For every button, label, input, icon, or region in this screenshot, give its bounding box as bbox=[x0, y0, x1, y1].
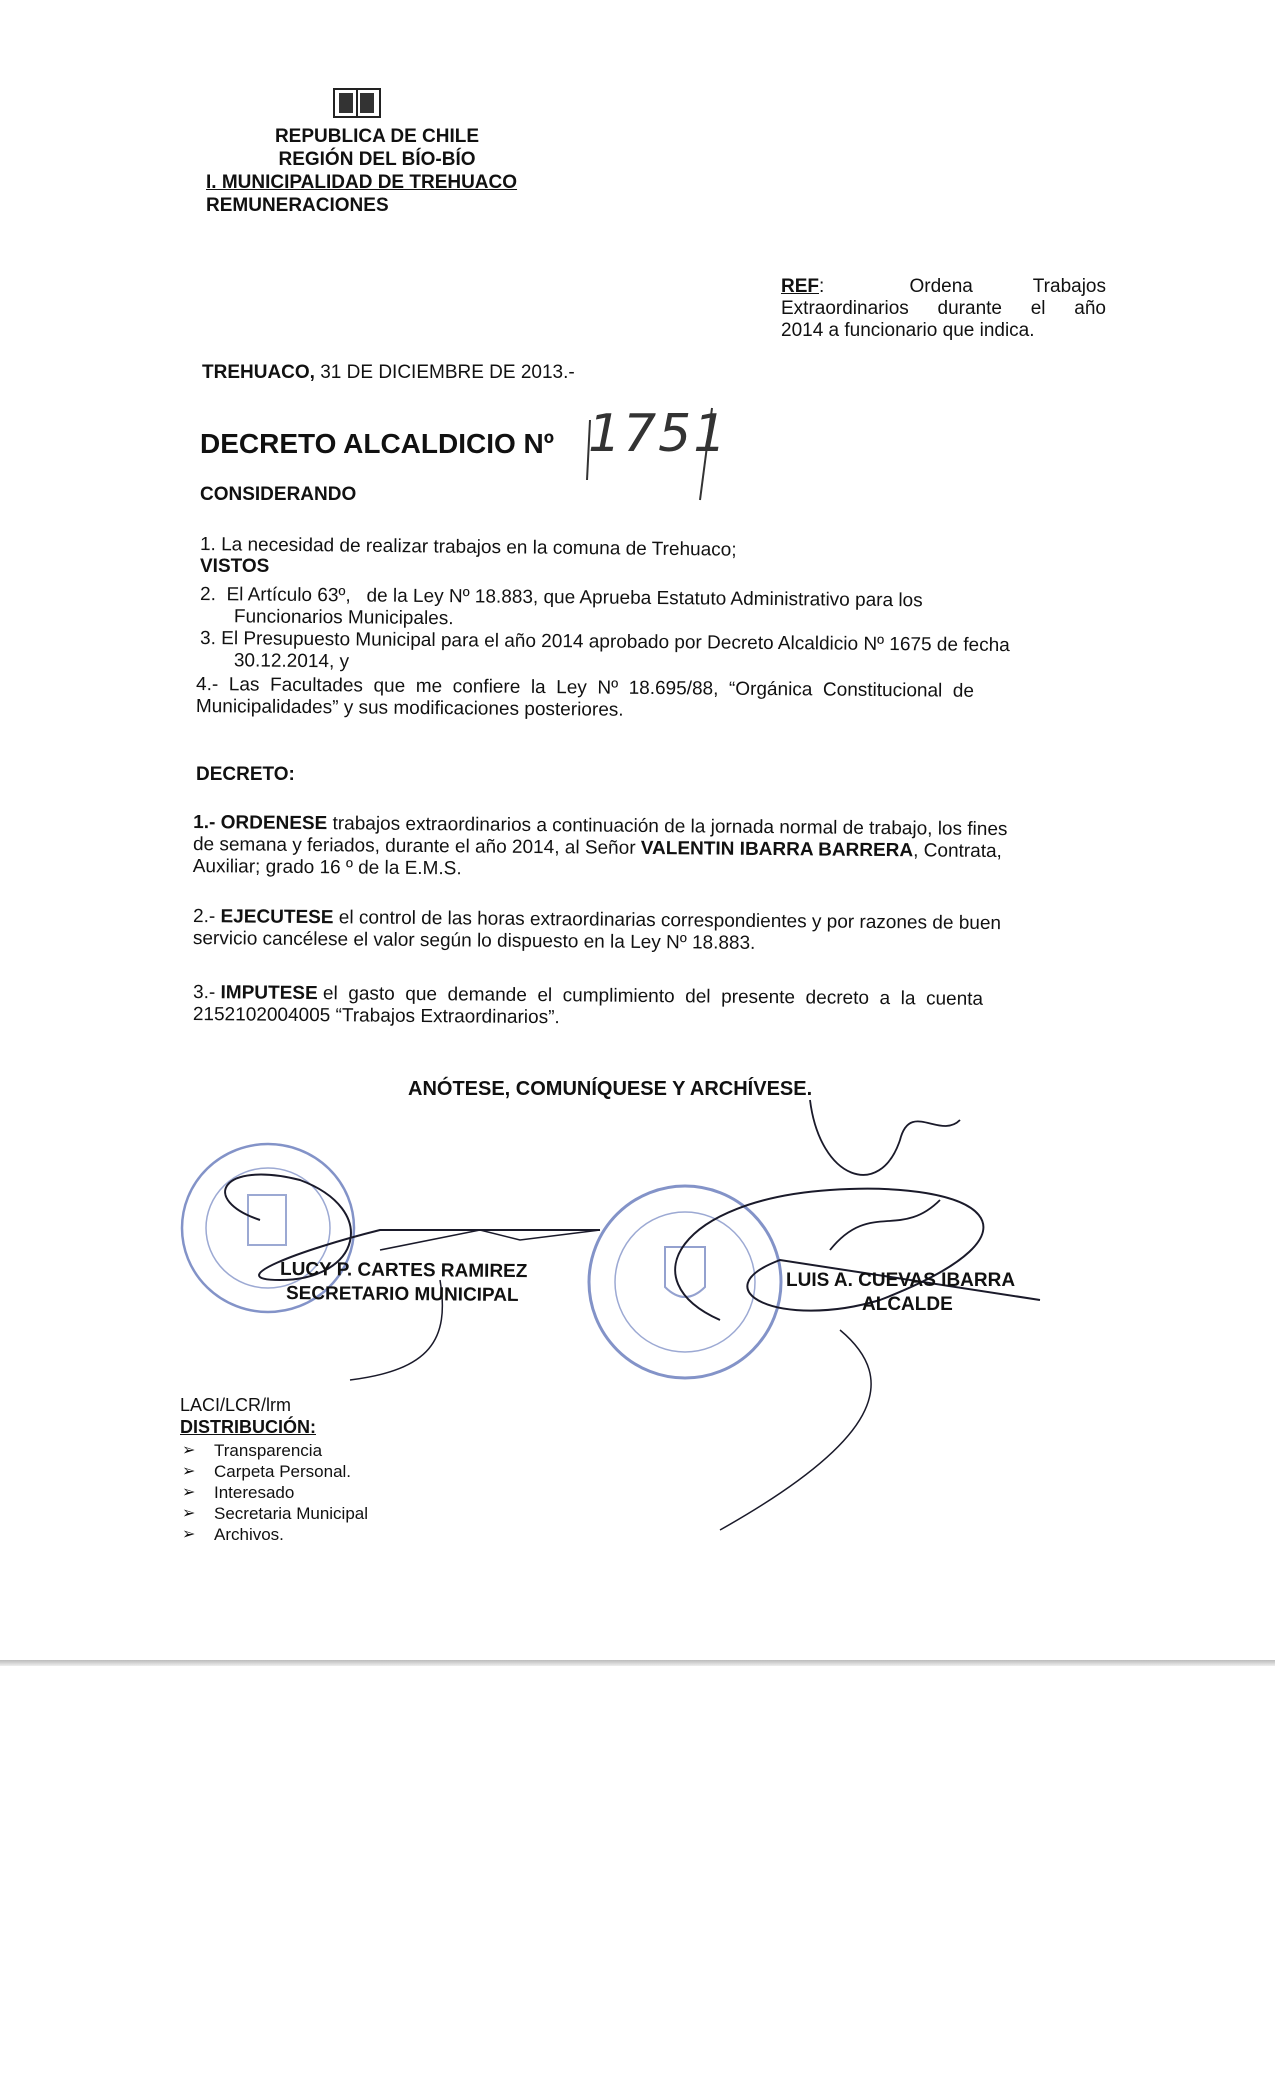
bullet-arrow-icon: ➢ bbox=[182, 1526, 196, 1543]
list-item: ➢ Transparencia bbox=[182, 1441, 323, 1460]
ref-label: REF bbox=[781, 276, 819, 297]
vistos-item-4-line1: 4.- Las Facultades que me confiere la Ley Nº 18.695/88, “Orgánica Constitucional de bbox=[196, 674, 975, 702]
decreto-p2-line2: servicio cancélese el valor según lo dispuesto en la Ley Nº 18.883. bbox=[192, 928, 756, 954]
decreto-p1-line1: trabajos extraordinarios a continuación de la jornada normal de trabajo, los fines bbox=[327, 813, 1008, 841]
header-republic: REPUBLICA DE CHILE bbox=[274, 126, 480, 147]
list-item: ➢ Archivos. bbox=[182, 1525, 284, 1544]
vistos-item-2-line1: 2. El Artículo 63º, de la Ley Nº 18.883, que Aprueba Estatuto Administrativo para los bbox=[200, 584, 923, 612]
header-department: REMUNERACIONES bbox=[206, 195, 389, 216]
considerando-heading: CONSIDERANDO bbox=[200, 484, 357, 505]
mayor-name: LUIS A. CUEVAS IBARRA bbox=[786, 1270, 1016, 1291]
bullet-arrow-icon: ➢ bbox=[182, 1442, 196, 1459]
list-item: ➢ Carpeta Personal. bbox=[182, 1462, 352, 1481]
decreto-p3-verb: IMPUTESE bbox=[220, 982, 318, 1005]
header-region: REGIÓN DEL BÍO-BÍO bbox=[278, 149, 476, 170]
decreto-p3-line1: el gasto que demande el cumplimiento del presente decreto a la cuenta bbox=[317, 983, 984, 1010]
vistos-item-2-line2: Funcionarios Municipales. bbox=[233, 606, 454, 630]
mayor-title: ALCALDE bbox=[862, 1294, 953, 1315]
vistos-item-2 bbox=[200, 584, 1100, 636]
decreto-p3-num: 3.- bbox=[193, 982, 221, 1004]
ref-text-line2: Extraordinarios durante el año bbox=[781, 298, 1106, 319]
bullet-arrow-icon: ➢ bbox=[182, 1463, 196, 1480]
decreto-p2-verb: EJECUTESE bbox=[220, 906, 334, 929]
decreto-heading: DECRETO: bbox=[196, 764, 295, 785]
secretary-name: LUCY P. CARTES RAMIREZ bbox=[279, 1258, 528, 1283]
decreto-paragraph-2 bbox=[193, 906, 1098, 958]
vistos-item-4 bbox=[196, 674, 1101, 726]
header-municipality: I. MUNICIPALIDAD DE TREHUACO bbox=[206, 172, 518, 193]
decreto-p1-line3: Auxiliar; grado 16 º de la E.M.S. bbox=[192, 855, 462, 880]
decreto-p2-line1: el control de las horas extraordinarias correspondientes y por razones de buen bbox=[333, 907, 1002, 935]
distribution-heading: DISTRIBUCIÓN: bbox=[180, 1417, 316, 1437]
vistos-item-3-line1: 3. El Presupuesto Municipal para el año 2014 aprobado por Decreto Alcaldicio Nº 1675 de fecha bbox=[200, 628, 1010, 657]
initials: LACI/LCR/lrm bbox=[180, 1395, 292, 1415]
vistos-heading: VISTOS bbox=[200, 556, 270, 577]
vistos-item-4-line2: Municipalidades” y sus modificaciones posteriores. bbox=[195, 696, 624, 721]
vistos-item-3-line2: 30.12.2014, y bbox=[233, 650, 350, 673]
ref-block: REF: Ordena Trabajos Extraordinarios durante el año 2014 a funcionario que indica. bbox=[781, 276, 1106, 341]
decreto-p3-line2: 2152102004005 “Trabajos Extraordinarios”. bbox=[192, 1004, 560, 1029]
list-item: ➢ Interesado bbox=[182, 1483, 295, 1502]
closing-formula: ANÓTESE, COMUNÍQUESE Y ARCHÍVESE. bbox=[408, 1078, 813, 1100]
list-item: ➢ Secretaria Municipal bbox=[182, 1504, 369, 1523]
ref-text-line1: Ordena Trabajos bbox=[909, 276, 1106, 297]
date-line bbox=[202, 362, 575, 384]
bullet-arrow-icon: ➢ bbox=[182, 1505, 196, 1522]
coat-of-arms-icon bbox=[333, 88, 381, 118]
scan-edge bbox=[0, 1660, 1275, 1666]
considerando-item-1: 1. La necesidad de realizar trabajos en la comuna de Trehuaco; bbox=[199, 534, 737, 561]
distribution-list bbox=[182, 1440, 368, 1545]
ref-text-line3: 2014 a funcionario que indica. bbox=[781, 320, 1035, 341]
decree-title: DECRETO ALCALDICIO Nº bbox=[200, 428, 555, 459]
secretary-title: SECRETARIO MUNICIPAL bbox=[285, 1282, 519, 1307]
decreto-p1-line2a: de semana y feriados, durante el año 2014, al Señor bbox=[192, 834, 641, 859]
date-value: 31 DE DICIEMBRE DE 2013.- bbox=[320, 362, 575, 383]
decreto-p2-num: 2.- bbox=[193, 906, 221, 928]
bullet-arrow-icon: ➢ bbox=[182, 1484, 196, 1501]
decreto-paragraph-1 bbox=[193, 812, 1099, 886]
decree-number-strokes bbox=[582, 400, 732, 510]
decreto-p1-verb: 1.- ORDENESE bbox=[193, 812, 328, 835]
handwritten-signatures bbox=[180, 1080, 1080, 1420]
decreto-p1-line2b: , Contrata, bbox=[913, 840, 1002, 863]
decreto-p1-name: VALENTIN IBARRA BARRERA bbox=[640, 837, 914, 862]
date-city: TREHUACO, bbox=[202, 362, 315, 383]
decreto-paragraph-3 bbox=[193, 982, 1098, 1034]
decree-number: 1751 bbox=[588, 404, 729, 464]
vistos-item-3 bbox=[200, 628, 1100, 680]
